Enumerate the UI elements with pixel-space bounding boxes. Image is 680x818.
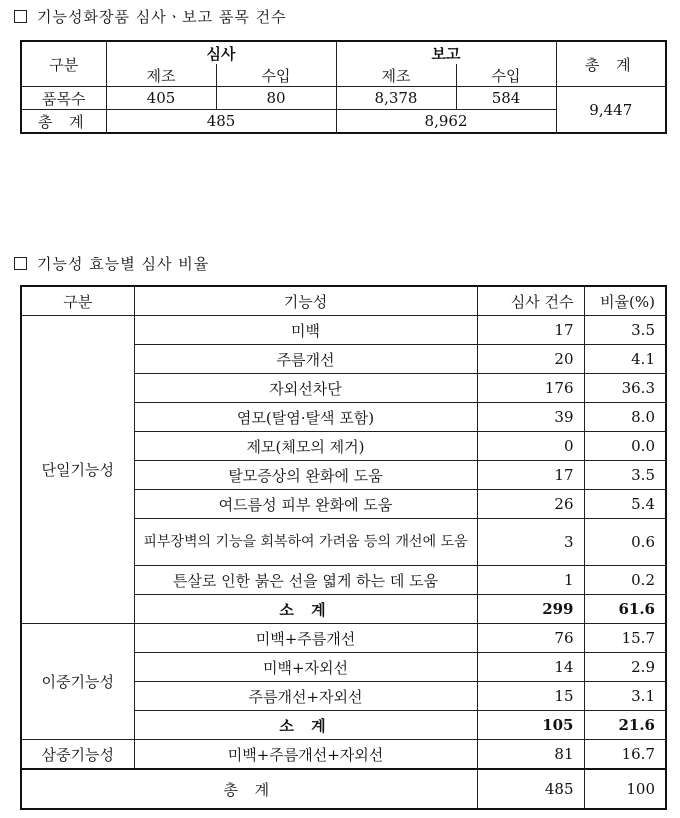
- t2-total-count: 485: [477, 769, 584, 809]
- t1-sub-header: 제조: [106, 64, 216, 87]
- t1-total-review: 485: [106, 110, 336, 134]
- t2-row-pct: 16.7: [584, 740, 666, 770]
- efficacy-review-ratio-table: [20, 285, 667, 810]
- t2-group-label: 삼중기능성: [21, 740, 134, 770]
- checkbox-square-icon: [14, 10, 27, 23]
- t2-row-label: 튼살로 인한 붉은 선을 엷게 하는 데 도움: [134, 566, 477, 595]
- t2-row-pct: 0.6: [584, 519, 666, 566]
- t1-sub-header: 수입: [456, 64, 556, 87]
- t2-row-count: 20: [477, 345, 584, 374]
- checkbox-square-icon: [14, 257, 27, 270]
- t2-row-label: 미백: [134, 316, 477, 345]
- t2-header: 기능성: [134, 286, 477, 316]
- section2-heading: [14, 253, 209, 274]
- t2-subtotal-label: 소 계: [134, 711, 477, 740]
- t1-header-report: 보고: [431, 44, 461, 63]
- t2-row-pct: 8.0: [584, 403, 666, 432]
- t2-row-label: 여드름성 피부 완화에 도움: [134, 490, 477, 519]
- t2-row-label: 주름개선+자외선: [134, 682, 477, 711]
- t2-row-count: 15: [477, 682, 584, 711]
- review-report-count-table: [20, 40, 667, 134]
- t1-sub-header: 제조: [336, 64, 456, 87]
- t2-row-label: 제모(체모의 제거): [134, 432, 477, 461]
- t2-row-pct: 3.5: [584, 461, 666, 490]
- t2-row-label: 피부장벽의 기능을 회복하여 가려움 등의 개선에 도움: [134, 519, 477, 566]
- t1-total-label: 총 계: [21, 110, 106, 134]
- t1-cell: 80: [216, 87, 336, 110]
- t2-row-pct: 2.9: [584, 653, 666, 682]
- t2-row-pct: 0.0: [584, 432, 666, 461]
- t2-row-pct: 3.1: [584, 682, 666, 711]
- t2-row-pct: 15.7: [584, 624, 666, 653]
- t1-cell: 584: [456, 87, 556, 110]
- t2-row-pct: 5.4: [584, 490, 666, 519]
- t2-subtotal-label: 소 계: [134, 595, 477, 624]
- t2-row-pct: 36.3: [584, 374, 666, 403]
- t2-row-count: 76: [477, 624, 584, 653]
- t1-cell: 8,378: [336, 87, 456, 110]
- t1-header-grand-total: 총 계: [556, 41, 666, 87]
- t2-row-label: 자외선차단: [134, 374, 477, 403]
- t2-total-pct: 100: [584, 769, 666, 809]
- t1-row-label: 품목수: [21, 87, 106, 110]
- t2-row-label: 미백+주름개선+자외선: [134, 740, 477, 770]
- t2-row-count: 17: [477, 461, 584, 490]
- t2-total-label: 총 계: [21, 769, 477, 809]
- t1-total-report: 8,962: [424, 112, 468, 130]
- t2-header: 심사 건수: [477, 286, 584, 316]
- t2-row-count: 26: [477, 490, 584, 519]
- t2-row-count: 0: [477, 432, 584, 461]
- t2-row-label: 주름개선: [134, 345, 477, 374]
- t2-subtotal-pct: 21.6: [584, 711, 666, 740]
- t1-header-review: 심사: [106, 41, 336, 64]
- t1-cell: 405: [106, 87, 216, 110]
- t2-row-pct: 3.5: [584, 316, 666, 345]
- t2-header: 구분: [21, 286, 134, 316]
- t2-row-count: 14: [477, 653, 584, 682]
- t2-row-count: 39: [477, 403, 584, 432]
- t2-row-pct: 0.2: [584, 566, 666, 595]
- t2-row-label: 염모(탈염·탈색 포함): [134, 403, 477, 432]
- t2-group-label: 이중기능성: [21, 624, 134, 740]
- t2-row-count: 81: [477, 740, 584, 770]
- t2-subtotal-pct: 61.6: [584, 595, 666, 624]
- section1-heading-text: 기능성화장품 심사ㆍ보고 품목 건수: [37, 8, 287, 26]
- t2-row-count: 3: [477, 519, 584, 566]
- t2-row-count: 176: [477, 374, 584, 403]
- t1-grand-total-value: 9,447: [556, 87, 666, 134]
- t2-subtotal-count: 299: [477, 595, 584, 624]
- t2-row-label: 미백+주름개선: [134, 624, 477, 653]
- section2-heading-text: 기능성 효능별 심사 비율: [37, 255, 210, 273]
- section1-heading: [14, 6, 287, 27]
- t2-header: 비율(%): [584, 286, 666, 316]
- t1-header-division: 구분: [21, 41, 106, 87]
- t1-sub-header: 수입: [216, 64, 336, 87]
- t2-subtotal-count: 105: [477, 711, 584, 740]
- t2-row-count: 1: [477, 566, 584, 595]
- t2-row-label: 탈모증상의 완화에 도움: [134, 461, 477, 490]
- t2-row-count: 17: [477, 316, 584, 345]
- t2-group-label: 단일기능성: [21, 316, 134, 624]
- t2-row-label: 미백+자외선: [134, 653, 477, 682]
- t2-row-pct: 4.1: [584, 345, 666, 374]
